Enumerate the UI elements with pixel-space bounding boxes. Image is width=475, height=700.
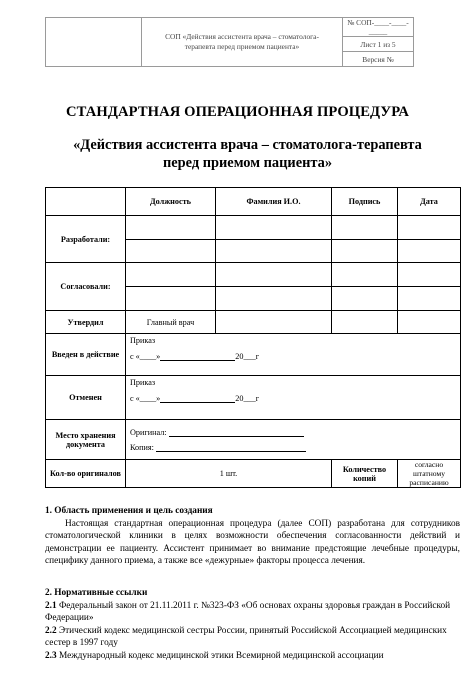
header-sheet: Лист 1 из 5	[343, 37, 414, 52]
row-label-storage: Место хранения документа	[46, 420, 126, 460]
section-2	[45, 587, 460, 662]
item-number: 2.3	[45, 650, 57, 661]
cell	[126, 216, 216, 240]
row-label-enacted: Введен в действие	[46, 334, 126, 376]
item-text: Федеральный закон от 21.11.2011 г. №323-ФЗ «Об основах охраны здоровья граждан в Российской Федерации»	[45, 600, 451, 623]
subtitle-line2: перед приемом пациента»	[162, 155, 333, 171]
section-2-2	[45, 625, 460, 650]
cell	[398, 216, 461, 240]
enacted-order	[126, 334, 461, 376]
header-number: № СОП-____-____-_____	[343, 18, 414, 37]
copy-line	[130, 443, 456, 452]
document-header	[45, 17, 414, 67]
order-from: с «____»	[130, 352, 161, 361]
page-title: СТАНДАРТНАЯ ОПЕРАЦИОННАЯ ПРОЦЕДУРА	[66, 104, 409, 120]
row-label-developed: Разработали:	[46, 216, 126, 263]
cell	[332, 240, 398, 263]
section-1-title: 1. Область применения и цель создания	[45, 506, 213, 516]
originals-count-value: 1 шт.	[126, 460, 332, 488]
row-label-agreed: Согласовали:	[46, 263, 126, 311]
item-text: Этический кодекс медицинской сестры России, принятый Российской Ассоциацией медицинских сестер в 1997 году	[45, 625, 447, 648]
cell	[398, 240, 461, 263]
copy-label: Копия:	[130, 442, 154, 452]
order-year: 20___г	[235, 394, 260, 403]
cancelled-order	[126, 376, 461, 420]
storage-cell	[126, 420, 461, 460]
col-header-signature: Подпись	[332, 188, 398, 216]
order-label: Приказ	[130, 378, 156, 387]
copies-count-value: согласно штатному расписанию	[398, 460, 461, 488]
cell	[216, 311, 332, 334]
order-date-line	[130, 394, 456, 403]
cell	[126, 263, 216, 287]
section-2-1	[45, 600, 460, 625]
underline	[156, 451, 306, 452]
item-text: Международный кодекс медицинской этики Всемирной медицинской ассоциации	[56, 650, 384, 661]
col-header-date: Дата	[398, 188, 461, 216]
cell	[216, 240, 332, 263]
cell	[126, 287, 216, 311]
section-2-title: 2. Нормативные ссылки	[45, 588, 148, 598]
page-subtitle	[20, 136, 475, 172]
item-number: 2.2	[45, 625, 57, 636]
cell	[332, 263, 398, 287]
item-number: 2.1	[45, 600, 57, 611]
col-header-name: Фамилия И.О.	[216, 188, 332, 216]
section-2-3	[45, 650, 460, 663]
order-label: Приказ	[130, 336, 156, 345]
row-label-approved: Утвердил	[46, 311, 126, 334]
subtitle-line1: «Действия ассистента врача – стоматолога-терапевта	[73, 137, 422, 153]
cell	[398, 287, 461, 311]
header-title	[142, 18, 343, 67]
table-corner	[46, 188, 126, 216]
approved-position: Главный врач	[126, 311, 216, 334]
row-label-cancelled: Отменен	[46, 376, 126, 420]
col-header-position: Должность	[126, 188, 216, 216]
logo-area	[46, 18, 142, 67]
underline	[160, 360, 235, 361]
cell	[398, 263, 461, 287]
row-label-originals-count: Кол-во оригиналов	[46, 460, 126, 488]
underline	[160, 402, 235, 403]
original-label: Оригинал:	[130, 427, 167, 437]
header-title-line1: СОП «Действия ассистента врача – стоматолога-	[165, 32, 319, 41]
cell	[216, 216, 332, 240]
cell	[216, 287, 332, 311]
original-line	[130, 428, 456, 437]
order-from: с «____»	[130, 394, 161, 403]
cell	[332, 287, 398, 311]
order-date-line	[130, 352, 456, 361]
cell	[126, 240, 216, 263]
header-version: Версия №	[343, 52, 414, 67]
order-year: 20___г	[235, 352, 260, 361]
underline	[169, 436, 304, 437]
section-1	[45, 505, 460, 568]
cell	[398, 311, 461, 334]
approval-table	[45, 187, 461, 488]
cell	[332, 216, 398, 240]
copies-count-label: Количество копий	[332, 460, 398, 488]
header-title-line2: терапевта перед приемом пациента»	[184, 42, 300, 51]
cell	[332, 311, 398, 334]
cell	[216, 263, 332, 287]
section-1-text: Настоящая стандартная операционная процедура (далее СОП) разработана для сотрудников стоматологической клиники в целях возможности обеспечения согласованности действий и демонстрации ее пациенту. Ассистент принимает во внимание предстоящие лечебные процедуры, специфику данного приема, а также все «дежурные» факторы процесса лечения.	[45, 518, 460, 566]
